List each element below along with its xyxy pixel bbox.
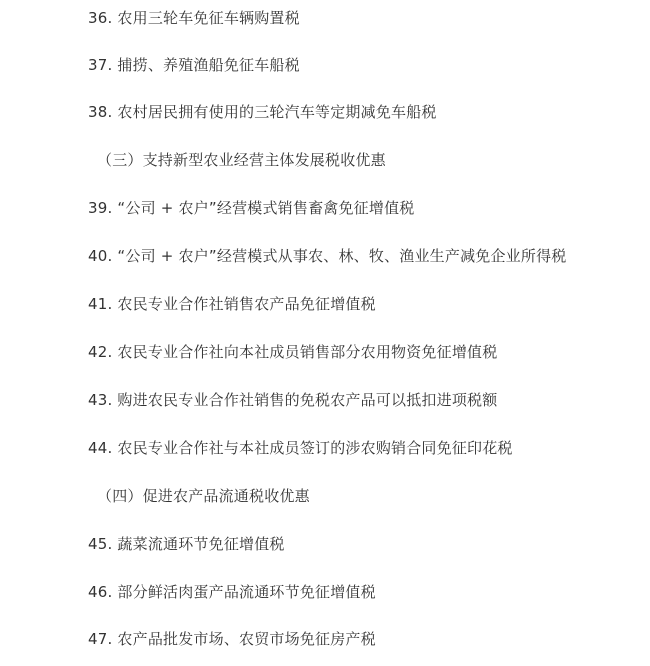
list-item: 46. 部分鲜活肉蛋产品流通环节免征增值税 [88,583,376,601]
section-heading: （四）促进农产品流通税收优惠 [97,487,310,505]
list-item: 39. “公司 + 农户”经营模式销售畜禽免征增值税 [88,199,415,217]
list-item: 45. 蔬菜流通环节免征增值税 [88,535,285,553]
list-item: 47. 农产品批发市场、农贸市场免征房产税 [88,630,376,648]
list-item: 40. “公司 + 农户”经营模式从事农、林、牧、渔业生产减免企业所得税 [88,247,567,265]
list-item: 38. 农村居民拥有使用的三轮汽车等定期减免车船税 [88,103,437,121]
list-item: 43. 购进农民专业合作社销售的免税农产品可以抵扣进项税额 [88,391,498,409]
list-item: 42. 农民专业合作社向本社成员销售部分农用物资免征增值税 [88,343,498,361]
list-item: 37. 捕捞、养殖渔船免征车船税 [88,56,300,74]
list-item: 36. 农用三轮车免征车辆购置税 [88,9,300,27]
section-heading: （三）支持新型农业经营主体发展税收优惠 [97,151,386,169]
list-item: 41. 农民专业合作社销售农产品免征增值税 [88,295,376,313]
list-item: 44. 农民专业合作社与本社成员签订的涉农购销合同免征印花税 [88,439,513,457]
